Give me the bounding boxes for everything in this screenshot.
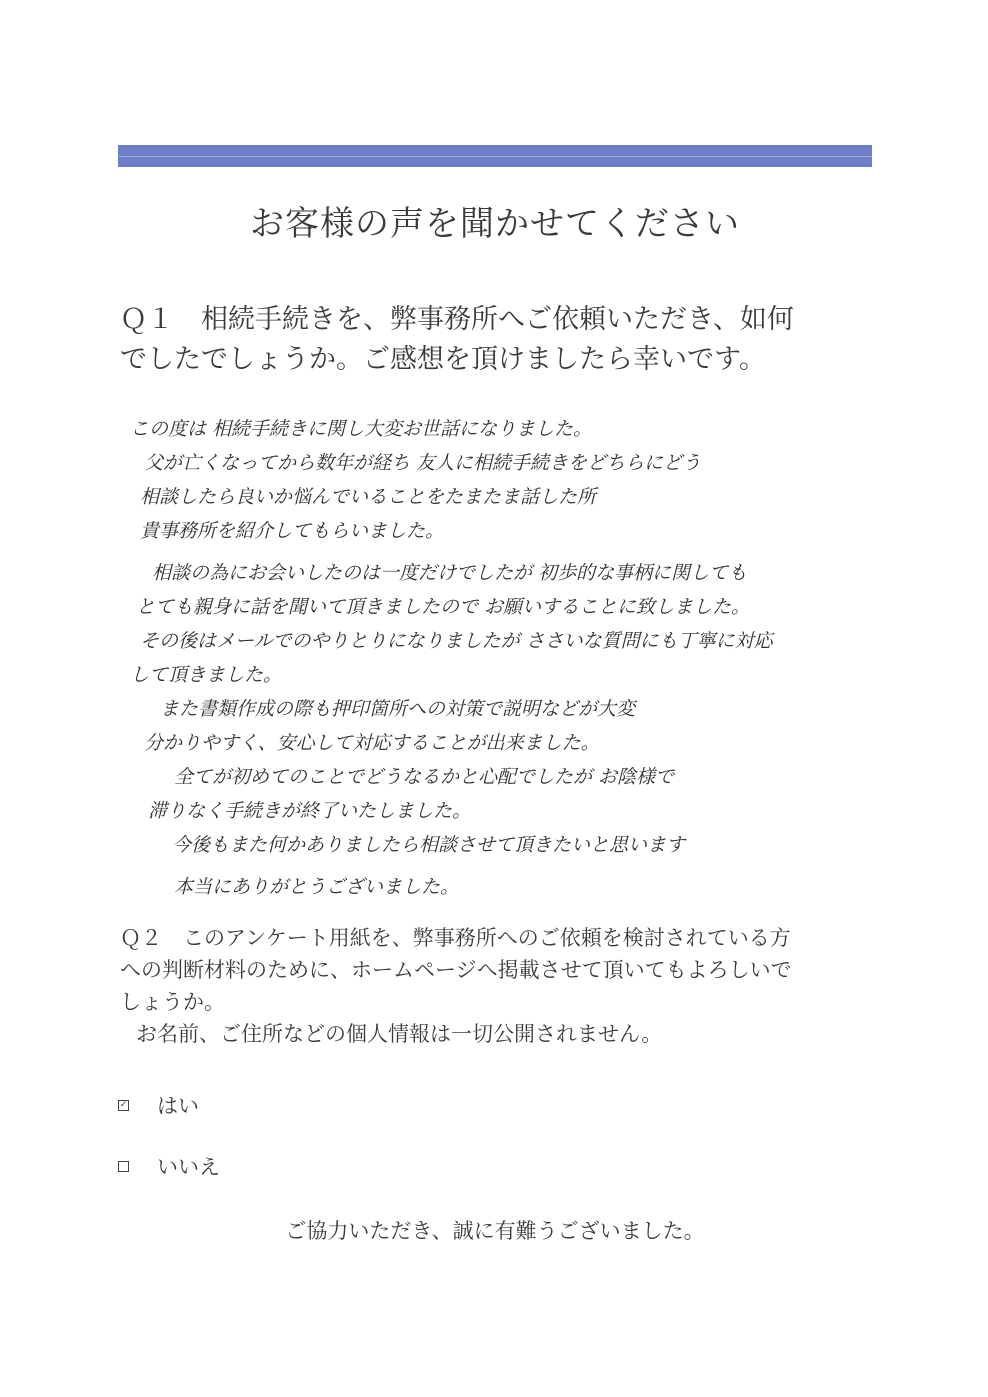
privacy-note: お名前、ご住所などの個人情報は一切公開されません。 [136, 1022, 663, 1046]
answer-line: 滞りなく手続きが終了いたしました。 [148, 800, 472, 822]
question-1-line-2: でしたでしょうか。ご感想を頂けましたら幸いです。 [120, 344, 766, 375]
option-no-label: いいえ [157, 1155, 220, 1179]
answer-line: また書類作成の際も押印箇所への対策で説明などが大変 [160, 698, 636, 720]
answer-line: 本当にありがとうございました。 [174, 876, 460, 898]
page-title: お客様の声を聞かせてください [250, 204, 740, 244]
answer-line: この度は 相続手続きに関し大変お世話になりました。 [130, 418, 593, 440]
question-2-line-3: しょうか。 [120, 990, 225, 1014]
handwritten-answer [130, 412, 830, 904]
answer-line: その後はメールでのやりとりになりましたが ささいな質問にも丁寧に対応 [140, 630, 773, 652]
checkbox-checked-icon[interactable]: ✓ [119, 1099, 128, 1110]
answer-line: 今後もまた何かありましたら相談させて頂きたいと思います [172, 834, 686, 856]
question-2-line-1: Ｑ２ このアンケート用紙を、弊事務所へのご依頼を検討されている方 [120, 926, 791, 950]
answer-line: 全てが初めてのことでどうなるかと心配でしたが お陰様で [174, 766, 675, 788]
closing-message: ご協力いただき、誠に有難うございました。 [285, 1219, 705, 1243]
answer-line: 相談したら良いか悩んでいることをたまたま話した所 [140, 486, 597, 508]
question-1-line-1: Ｑ１ 相続手続きを、弊事務所へご依頼いただき、如何 [120, 304, 794, 335]
answer-line: 分かりやすく、安心して対応することが出来ました。 [144, 732, 600, 754]
answer-line: 相談の為にお会いしたのは一度だけでしたが 初歩的な事柄に関しても [152, 562, 748, 584]
question-2 [120, 922, 880, 1050]
answer-line: 貴事務所を紹介してもらいました。 [140, 520, 445, 542]
header-bar [118, 145, 872, 167]
question-2-line-2: への判断材料のために、ホームページへ掲載させて頂いてもよろしいで [120, 958, 792, 982]
option-no[interactable] [118, 1151, 220, 1181]
question-1 [120, 300, 880, 380]
checkbox-unchecked-icon[interactable] [118, 1161, 129, 1172]
answer-line: 父が亡くなってから数年が経ち 友人に相続手続きをどちらにどう [144, 452, 702, 474]
answer-line: とても親身に話を聞いて頂きましたので お願いすることに致しました。 [136, 596, 751, 618]
option-yes-label: はい [157, 1094, 199, 1118]
option-yes[interactable] [118, 1090, 199, 1120]
answer-line: して頂きました。 [130, 664, 283, 686]
